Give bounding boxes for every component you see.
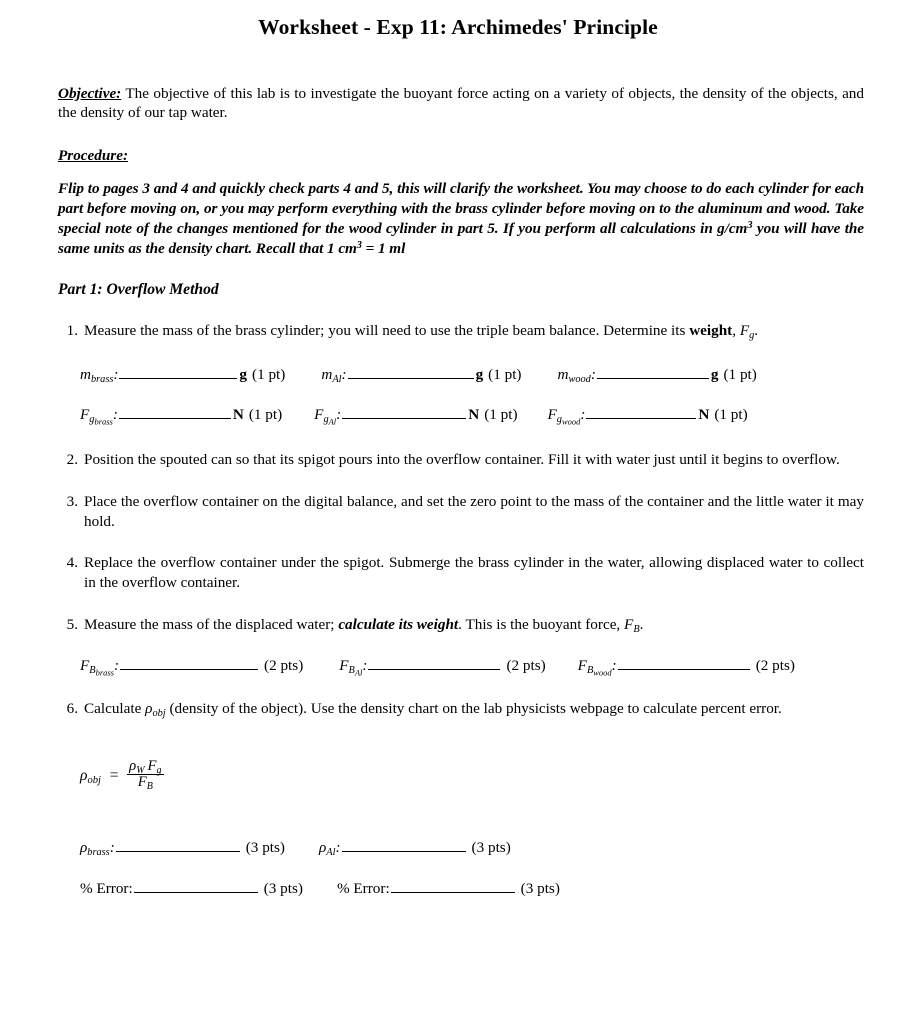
part1-heading: Part 1: Overflow Method <box>58 281 219 299</box>
step-4-number: 4. <box>66 554 78 572</box>
step-4-text: Replace the overflow container under the spigot. Submerge the brass cylinder in the water, allowing displaced water to collect in the overflow container. <box>84 554 864 592</box>
density-al-input-line[interactable] <box>342 839 466 852</box>
mass-wood-label: $m_{wood}$: <box>557 365 596 385</box>
document-body <box>58 84 864 898</box>
step-1-text-a: Measure the mass of the brass cylinder; you will need to use the triple beam balance. Determine its <box>84 322 690 340</box>
formula-fraction <box>127 759 163 791</box>
procedure-exponent-2: 3 <box>356 239 362 251</box>
error-blank-1 <box>80 879 303 897</box>
steps-list <box>58 321 864 341</box>
formula-equals: = <box>108 766 120 784</box>
mass-brass-label: $m_{brass}$: <box>80 365 119 385</box>
procedure-text-part1: Flip to pages 3 and 4 and quickly check parts 4 and 5, this will clarify the worksheet. You may choose to do each cylinder for each part before moving on, or you may perform everything with the brass cylinder before moving on to the aluminum and wood. Take special note of the changes mentioned for the wood cylinder in part 5. If you perform all calculations in g/cm <box>58 180 864 237</box>
error-input-line-2[interactable] <box>391 879 515 892</box>
step-5-number: 5. <box>66 615 78 633</box>
step-5-bold-phrase: calculate its weight <box>338 615 459 633</box>
step-5-text-c: . <box>639 615 644 633</box>
step-2-number: 2. <box>66 451 78 469</box>
mass-blank-row <box>58 365 864 383</box>
weight-blank-al <box>314 406 518 427</box>
density-blank-al <box>319 839 511 857</box>
procedure-paragraph <box>58 179 864 258</box>
weight-al-label: $F_{g_{Al}}$: <box>314 406 342 427</box>
weight-al-unit: N <box>468 406 480 424</box>
density-al-label: $\rho_{Al}$: <box>318 839 341 858</box>
step-1-number: 1. <box>66 322 78 340</box>
density-brass-points: (3 pts) <box>245 839 285 857</box>
mass-al-input-line[interactable] <box>348 365 474 378</box>
buoyant-blank-al <box>339 656 546 678</box>
step-1-bold-word: weight <box>689 322 733 340</box>
error-points-1: (3 pts) <box>263 879 303 897</box>
weight-wood-input-line[interactable] <box>586 406 696 419</box>
density-brass-label: $\rho_{brass}$: <box>80 839 115 858</box>
formula-numerator: $\rho_W$ $F_g$ <box>129 757 162 776</box>
weight-blank-wood <box>547 406 748 427</box>
step-2-text: Position the spouted can so that its spigot pours into the overflow container. Fill it with water just until it begins to overflow. <box>84 451 840 469</box>
step-2 <box>58 450 864 470</box>
step-3-number: 3. <box>66 492 78 510</box>
mass-blank-al <box>321 365 521 383</box>
buoyant-wood-input-line[interactable] <box>618 657 750 670</box>
objective-label: Objective: <box>58 85 122 102</box>
buoyant-blank-brass <box>80 656 304 678</box>
buoyant-al-label: $F_{B_{Al}}$: <box>339 656 368 678</box>
buoyant-brass-points: (2 pts) <box>264 656 304 674</box>
formula-lhs: $\rho_{obj}$ <box>80 766 101 786</box>
mass-blank-wood <box>557 365 756 383</box>
step-3 <box>58 492 864 532</box>
weight-blank-row <box>58 406 864 427</box>
mass-brass-unit: g <box>239 365 248 383</box>
weight-brass-input-line[interactable] <box>119 406 231 419</box>
step-6-symbol-rho: $\rho_{obj}$ <box>145 699 166 719</box>
weight-wood-unit: N <box>698 406 710 424</box>
weight-al-input-line[interactable] <box>342 406 466 419</box>
formula-denominator: $F_B$ <box>137 774 153 792</box>
error-label-1: % Error: <box>80 879 133 897</box>
weight-blank-brass <box>80 406 283 427</box>
mass-blank-brass <box>80 365 285 383</box>
buoyant-brass-input-line[interactable] <box>120 657 258 670</box>
weight-brass-label: $F_{g_{brass}}$: <box>80 406 118 427</box>
error-label-2: % Error: <box>336 879 390 897</box>
procedure-exponent-1: 3 <box>747 219 753 231</box>
step-1-symbol-F: $F_g$ <box>739 322 755 342</box>
error-points-2: (3 pts) <box>520 879 560 897</box>
step-1 <box>58 321 864 341</box>
density-formula <box>58 759 864 791</box>
step-6-text-a: Calculate <box>84 699 146 717</box>
procedure-text-part3: = 1 ml <box>361 239 406 257</box>
buoyant-brass-label: $F_{B_{brass}}$: <box>80 656 120 678</box>
density-blank-row <box>58 839 864 857</box>
weight-brass-unit: N <box>232 406 244 424</box>
buoyant-blank-wood <box>577 656 795 678</box>
objective-paragraph <box>58 84 864 123</box>
steps-list-3 <box>58 699 864 719</box>
step-6-number: 6. <box>66 699 78 717</box>
weight-wood-points: (1 pt) <box>714 406 748 424</box>
step-5-text-a: Measure the mass of the displaced water; <box>84 615 339 633</box>
step-4 <box>58 553 864 593</box>
buoyant-wood-label: $F_{B_{wood}}$: <box>577 656 617 678</box>
buoyant-al-points: (2 pts) <box>506 656 546 674</box>
mass-brass-points: (1 pt) <box>252 365 286 383</box>
mass-al-points: (1 pt) <box>488 365 522 383</box>
error-blank-2 <box>337 879 560 897</box>
error-input-line-1[interactable] <box>134 879 258 892</box>
procedure-text-part2: you will have the same units as the density chart. Recall that 1 cm <box>58 219 864 257</box>
procedure-heading-wrap <box>58 146 864 165</box>
weight-brass-points: (1 pt) <box>248 406 283 424</box>
weight-wood-label: $F_{g_{wood}}$: <box>547 406 586 427</box>
objective-text: The objective of this lab is to investigate the buoyant force acting on a variety of objects, the density of the objects, and the density of our tap water. <box>58 85 864 122</box>
step-5-symbol-FB: $F_B$ <box>624 615 640 635</box>
mass-wood-points: (1 pt) <box>723 365 757 383</box>
buoyant-al-input-line[interactable] <box>368 657 500 670</box>
step-3-text: Place the overflow container on the digital balance, and set the zero point to the mass of the container and the little water it may hold. <box>84 492 864 530</box>
mass-brass-input-line[interactable] <box>119 365 237 378</box>
step-5 <box>58 615 864 635</box>
error-blank-row <box>58 879 864 897</box>
page-title: Worksheet - Exp 11: Archimedes' Principle <box>258 15 658 39</box>
step-6-text-b: (density of the object). Use the density chart on the lab physicists webpage to calculate percent error. <box>165 699 782 717</box>
step-1-text-c: . <box>754 322 759 340</box>
mass-al-unit: g <box>475 365 484 383</box>
mass-wood-unit: g <box>710 365 719 383</box>
weight-al-points: (1 pt) <box>484 406 518 424</box>
step-1-text-b: , <box>732 322 740 340</box>
steps-list-2 <box>58 450 864 635</box>
step-5-text-b: . This is the buoyant force, <box>458 615 625 633</box>
buoyant-blank-row <box>58 656 864 678</box>
density-brass-input-line[interactable] <box>116 839 240 852</box>
step-6 <box>58 699 864 719</box>
buoyant-wood-points: (2 pts) <box>755 656 795 674</box>
density-al-points: (3 pts) <box>471 839 511 857</box>
density-blank-brass <box>80 839 285 857</box>
mass-al-label: $m_{Al}$: <box>321 365 347 385</box>
mass-wood-input-line[interactable] <box>597 365 709 378</box>
procedure-label: Procedure: <box>58 146 129 164</box>
